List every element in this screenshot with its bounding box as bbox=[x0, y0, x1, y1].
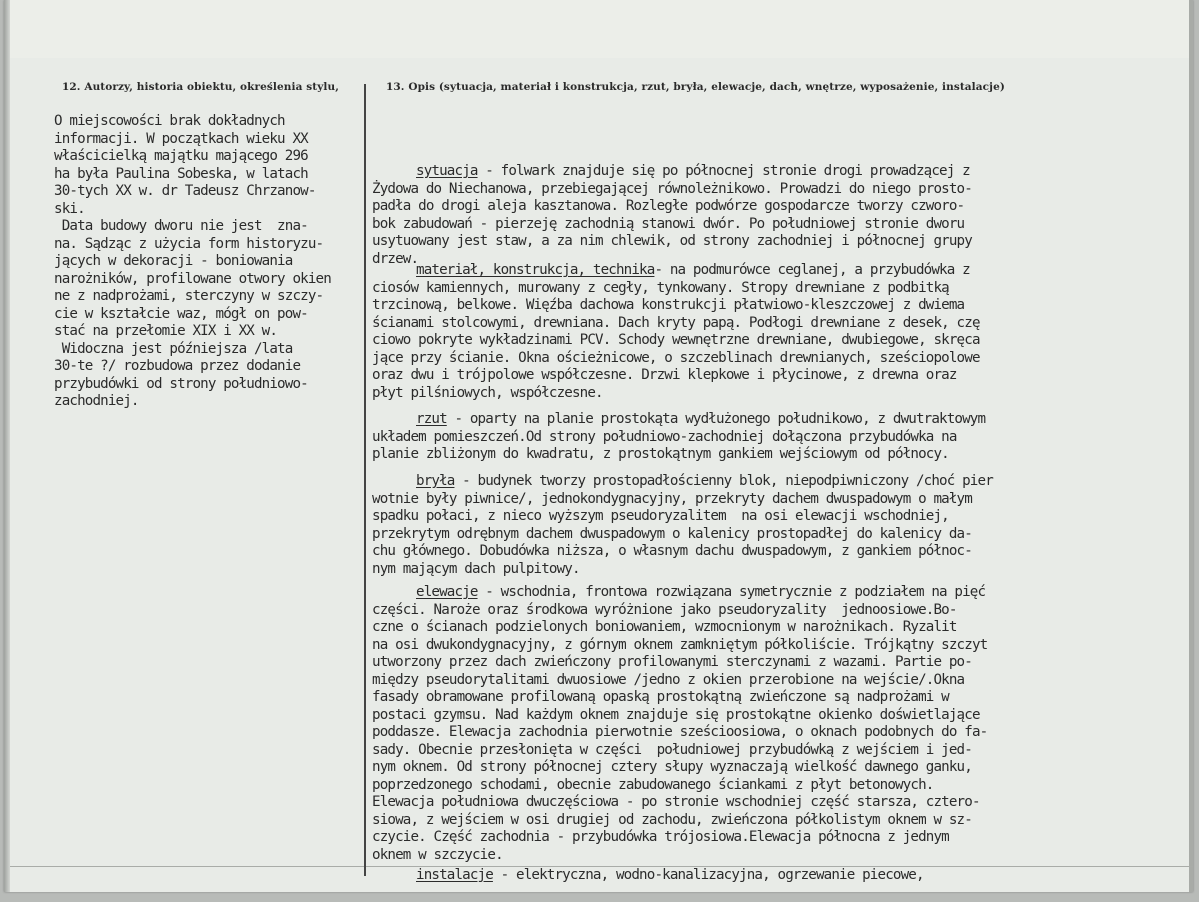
line: układem pomieszczeń.Od strony południowo-zachodniej dołączona przybudówka na bbox=[372, 428, 957, 445]
line: ciowo pokryte wykładzinami PCV. Schody wewnętrzne drewniane, dwubiegowe, skręca bbox=[372, 332, 980, 348]
line: spadku połaci, z nieco wyższym pseudoryzalitem na osi elewacji wschodniej, bbox=[372, 508, 949, 524]
line: poprzedzonego schodami, obecnie zabudowanego ściankami z płyt betonowych. bbox=[372, 776, 934, 793]
line: ciosów kamiennych, murowany z cegły, tynkowany. Stropy drewniane z podbitką bbox=[372, 279, 949, 296]
line: siowa, z wejściem w osi drugiej od zachodu, zwieńczona półkolistym oknem w sz- bbox=[372, 811, 972, 828]
line: między pseudorytalitami dwuosiowe /jedno z okien przerobione na wejście/.Okna bbox=[372, 671, 965, 688]
column-divider bbox=[364, 84, 366, 876]
line: - oparty na planie prostokąta wydłużonego południkowo, z dwutraktowym bbox=[446, 411, 986, 427]
label-instalacje: instalacje bbox=[416, 867, 493, 883]
line: nym oknem. Od strony północnej cztery słupy wyznaczają wielkość dawnego ganku, bbox=[372, 759, 972, 775]
line: planie zbliżonym do kwadratu, z prostokątnym gankiem wejściowym od północy. bbox=[372, 446, 949, 462]
section-12-header: 12. Autorzy, historia obiektu, określenia stylu, bbox=[62, 81, 340, 93]
history-line: na. Sądząc z użycia form historyzu- bbox=[54, 235, 324, 252]
line: poddasze. Elewacja zachodnia pierwotnie sześcioosiowa, o oknach podobnych do fa- bbox=[372, 724, 988, 740]
line: przekrytym odrębnym dachem dwuspadowym o kalenicy prostopadłej do kalenicy da- bbox=[372, 525, 972, 542]
line: padła do drogi aleja kasztanowa. Rozległe podwórze gospodarcze tworzy czworo- bbox=[372, 198, 965, 214]
line: drzew. bbox=[372, 250, 419, 267]
line: wotnie były piwnice/, jednokondygnacyjny, przekryty dachem dwuspadowym o małym bbox=[372, 490, 972, 507]
history-line: ne z nadprożami, sterczyny w szczy- bbox=[54, 288, 324, 304]
line: Żydowa do Niechanowa, przebiegającej równoleżnikowo. Prowadzi do niego prosto- bbox=[372, 180, 972, 197]
line: płyt pilśniowych, współczesne. bbox=[372, 384, 603, 401]
history-line: informacji. W początkach wieku XX bbox=[54, 130, 308, 147]
history-line: Data budowy dworu nie jest zna- bbox=[54, 218, 308, 234]
history-column bbox=[54, 113, 331, 411]
line: Elewacja południowa dwuczęściowa - po stronie wschodniej część starsza, cztero- bbox=[372, 794, 980, 810]
line: oraz dwu i trójpolowe współczesne. Drzwi klepkowe i płycinowe, z drewna oraz bbox=[372, 367, 957, 383]
line: - folwark znajduje się po północnej stronie drogi prowadzącej z bbox=[477, 163, 970, 179]
line: czne o ścianach podzielonych boniowaniem, wzmocnionym w narożnikach. Ryzalit bbox=[372, 619, 957, 635]
line: postaci gzymsu. Nad każdym oknem znajduje się prostokątne okienko doświetlające bbox=[372, 706, 980, 723]
history-line: przybudówki od strony południowo- bbox=[54, 375, 308, 392]
label-sytuacja: sytuacja bbox=[416, 163, 478, 179]
line: nym mającym dach pulpitowy. bbox=[372, 560, 580, 577]
history-line: właścicielką majątku mającego 296 bbox=[54, 148, 308, 164]
history-line: zachodniej. bbox=[54, 393, 139, 409]
line: oknem w szczycie. bbox=[372, 846, 503, 863]
line: fasady obramowane profilowaną opaską prostokątną zwieńczone są nadprożami w bbox=[372, 689, 949, 705]
line: utworzony przez dach zwieńczony profilowanymi sterczynami z wazami. Partie po- bbox=[372, 654, 972, 670]
line: na osi dwukondygnacyjny, z górnym oknem zamkniętym półkoliście. Trójkątny szczyt bbox=[372, 636, 988, 653]
line: części. Naroże oraz środkowa wyróżnione jako pseudoryzality jednoosiowe.Bo- bbox=[372, 601, 957, 618]
line: chu głównego. Dobudówka niższa, o własnym dachu dwuspadowym, z gankiem północ- bbox=[372, 543, 972, 559]
line: - na podmurówce ceglanej, a przybudówka z bbox=[654, 262, 970, 278]
scan-edge bbox=[4, 0, 10, 892]
history-line: jących w dekoracji - boniowania bbox=[54, 253, 293, 269]
line: bok zabudowań - pierzeję zachodnią stanowi dwór. Po południowej stronie dworu bbox=[372, 215, 965, 232]
line: - elektryczna, wodno-kanalizacyjna, ogrzewanie piecowe, bbox=[492, 867, 924, 883]
history-line: ha była Paulina Sobeska, w latach bbox=[54, 165, 308, 182]
line: - wschodnia, frontowa rozwiązana symetrycznie z podziałem na pięć bbox=[477, 584, 986, 600]
label-bryla: bryła bbox=[416, 473, 455, 489]
top-margin bbox=[10, 0, 1193, 58]
label-material: materiał, konstrukcja, technika bbox=[416, 262, 655, 278]
history-line: O miejscowości brak dokładnych bbox=[54, 113, 285, 129]
label-rzut: rzut bbox=[416, 411, 447, 427]
scan-edge-right bbox=[1189, 0, 1193, 892]
history-line: 30-te ?/ rozbudowa przez dodanie bbox=[54, 358, 301, 374]
line: sady. Obecnie przesłonięta w części południowej przybudówką z wejściem i jed- bbox=[372, 741, 972, 758]
history-line: cie w kształcie waz, mógł on pow- bbox=[54, 305, 308, 322]
history-line: narożników, profilowane otwory okien bbox=[54, 270, 331, 287]
line: - budynek tworzy prostopadłościenny blok, niepodpiwniczony /choć pier bbox=[454, 473, 993, 489]
label-elewacje: elewacje bbox=[416, 584, 478, 600]
line: usytuowany jest staw, a za nim chlewik, od strony zachodniej i północnej grupy bbox=[372, 233, 972, 249]
history-line: Widoczna jest późniejsza /lata bbox=[54, 340, 293, 357]
line: czycie. Część zachodnia - przybudówka trójosiowa.Elewacja północna z jednym bbox=[372, 829, 949, 845]
line: jące przy ścianie. Okna ościeżnicowe, o szczeblinach drewnianych, sześciopolowe bbox=[372, 349, 980, 366]
history-line: stać na przełomie XIX i XX w. bbox=[54, 323, 278, 339]
line: trzcinową, belkowe. Więźba dachowa konstrukcji płatwiowo-kleszczowej z dwiema bbox=[372, 297, 965, 313]
section-13-header: 13. Opis (sytuacja, materiał i konstrukcja, rzut, bryła, elewacje, dach, wnętrze, wyposażenie, instalacje) bbox=[386, 81, 1005, 93]
line: ścianami stolcowymi, drewniana. Dach kryty papą. Podłogi drewniane z desek, czę bbox=[372, 314, 980, 331]
history-line: ski. bbox=[54, 200, 85, 217]
history-line: 30-tych XX w. dr Tadeusz Chrzanow- bbox=[54, 183, 316, 199]
